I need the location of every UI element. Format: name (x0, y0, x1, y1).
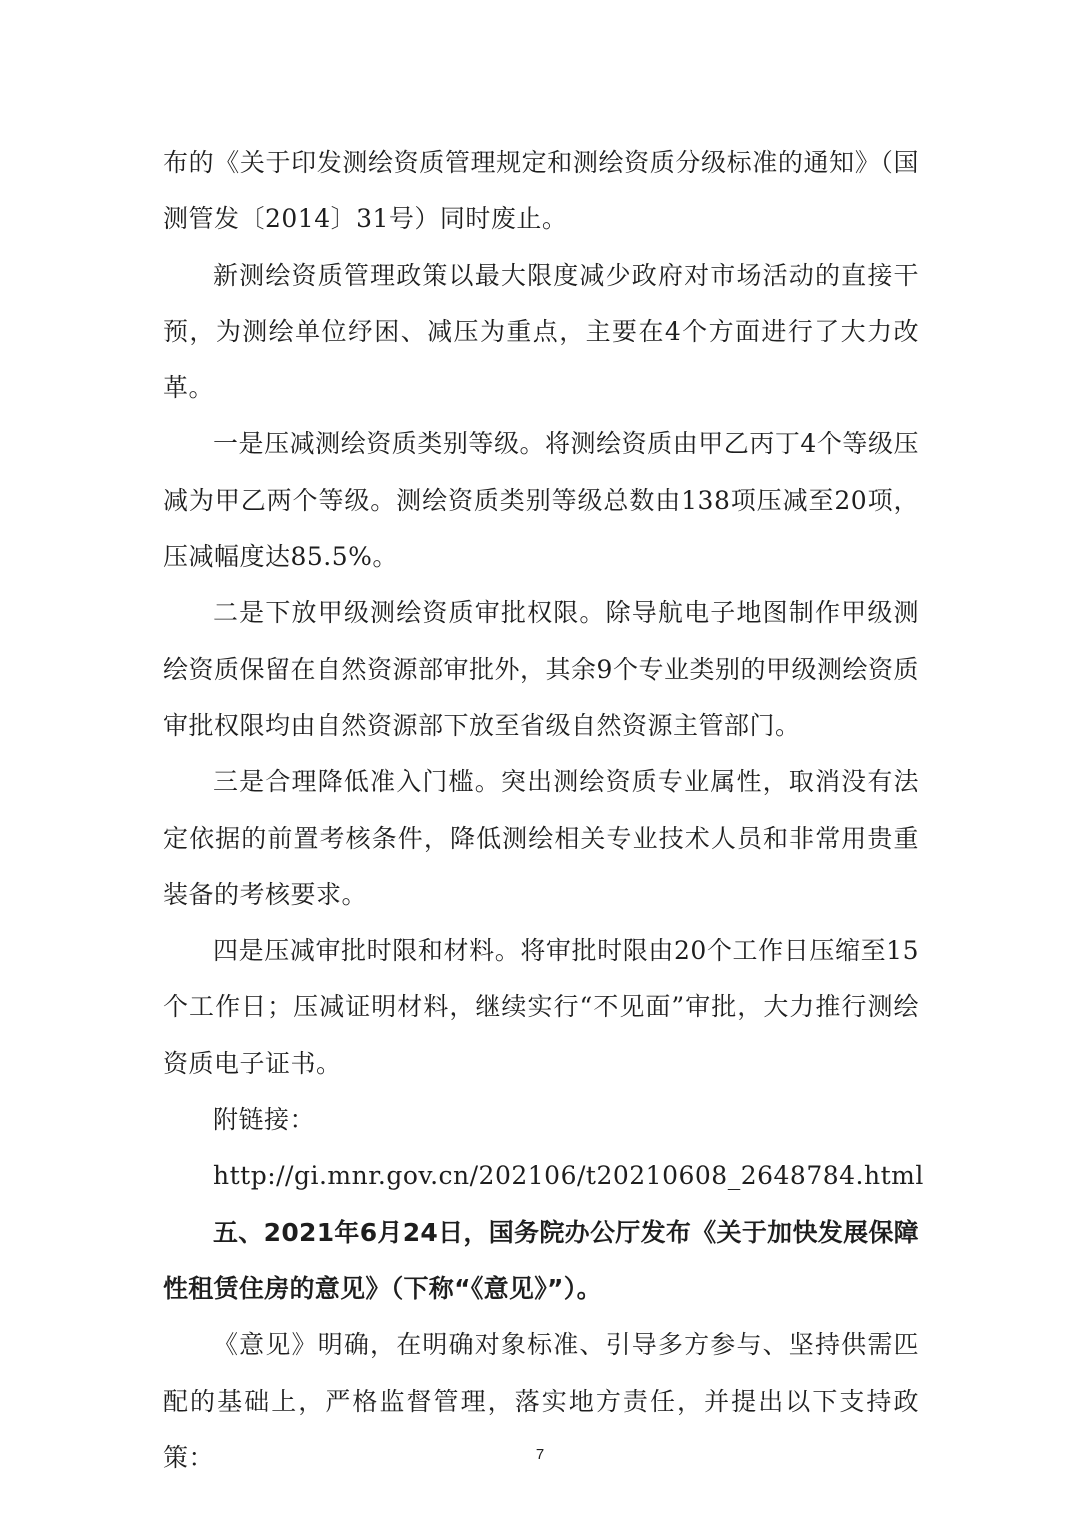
paragraph-continuation: 布的《关于印发测绘资质管理规定和测绘资质分级标准的通知》（国测管发〔2014〕31号）同时废止。 (163, 148, 919, 234)
paragraph-opinion-summary: 《意见》明确，在明确对象标准、引导多方参与、坚持供需匹配的基础上，严格监督管理，落实地方责任，并提出以下支持政策： (163, 1330, 919, 1472)
page-number: 7 (535, 1446, 545, 1463)
paragraph-policy-overview: 新测绘资质管理政策以最大限度减少政府对市场活动的直接干预，为测绘单位纾困、减压为重点，主要在4个方面进行了大力改革。 (163, 260, 919, 403)
attached-link-url[interactable]: http://gi.mnr.gov.cn/202106/t20210608_2648784.html (213, 1161, 924, 1191)
attached-link-label: 附链接： (213, 1105, 316, 1135)
paragraph-reform-one: 一是压减测绘资质类别等级。将测绘资质由甲乙丙丁4个等级压减为甲乙两个等级。测绘资质类别等级总数由138项压减至20项，压减幅度达85.5%。 (163, 429, 919, 572)
paragraph-reform-two: 二是下放甲级测绘资质审批权限。除导航电子地图制作甲级测绘资质保留在自然资源部审批外，其余9个专业类别的甲级测绘资质审批权限均由自然资源部下放至省级自然资源主管部门。 (163, 598, 919, 740)
paragraph-reform-four: 四是压减审批时限和材料。将审批时限由20个工作日压缩至15个工作日；压减证明材料，继续实行“不见面”审批，大力推行测绘资质电子证书。 (163, 936, 919, 1078)
section-heading: 五、2021年6月24日，国务院办公厅发布《关于加快发展保障性租赁住房的意见》（下称“《意见》”）。 (163, 1217, 919, 1303)
document-body (163, 135, 924, 1486)
paragraph-reform-three: 三是合理降低准入门槛。突出测绘资质专业属性，取消没有法定依据的前置考核条件，降低测绘相关专业技术人员和非常用贵重装备的考核要求。 (163, 767, 919, 909)
